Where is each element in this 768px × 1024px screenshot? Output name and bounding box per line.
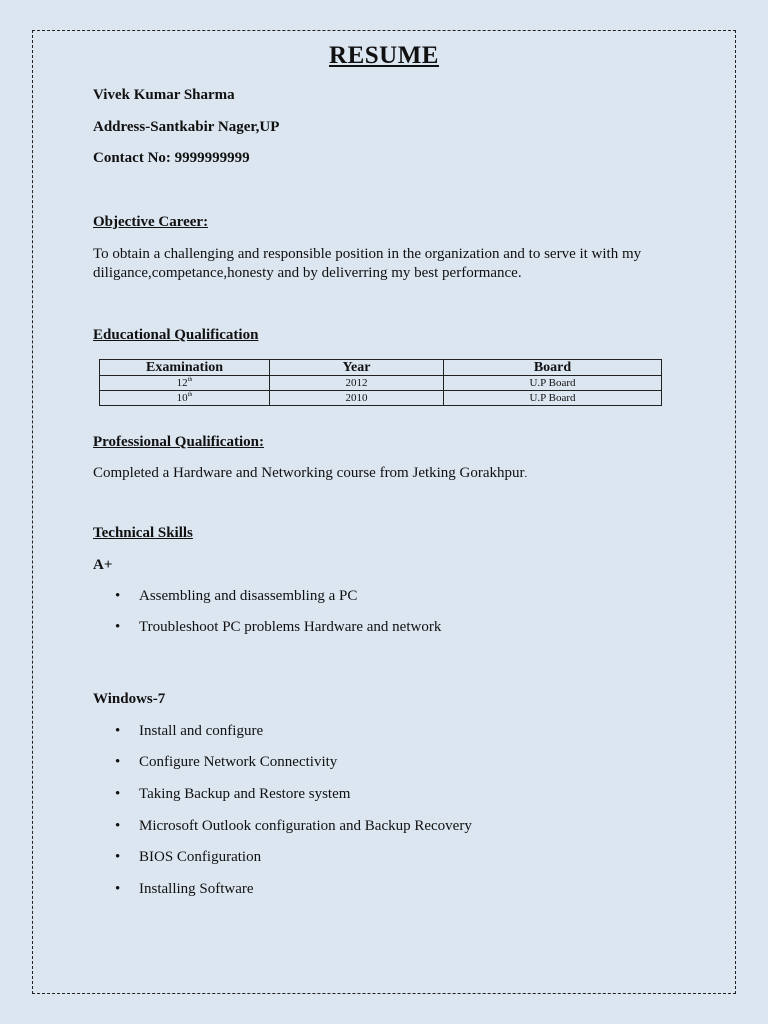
column-header-examination: Examination (100, 360, 270, 376)
education-table-header-row (100, 360, 662, 376)
education-table (99, 359, 662, 406)
column-header-board: Board (444, 360, 662, 376)
professional-heading: Professional Qualification: (93, 434, 264, 450)
list-item (115, 881, 254, 898)
board-cell: U.P Board (444, 391, 662, 406)
professional-text (93, 465, 527, 482)
bullet-icon: • (115, 619, 121, 635)
bullet-icon: • (115, 849, 121, 865)
list-item (115, 723, 263, 740)
professional-text-main: Completed a Hardware and Networking course from Jetking Gorakhpur (93, 465, 525, 481)
education-heading: Educational Qualification (93, 327, 259, 343)
exam-value: 12 (176, 377, 188, 389)
list-item (115, 588, 357, 605)
list-item-text: Troubleshoot PC problems Hardware and network (139, 619, 442, 635)
list-item-text: Install and configure (139, 723, 264, 739)
list-item-text: Taking Backup and Restore system (139, 786, 351, 802)
candidate-contact: Contact No: 9999999999 (93, 150, 250, 166)
list-item-text: Configure Network Connectivity (139, 754, 338, 770)
bullet-icon: • (115, 881, 121, 897)
objective-heading: Objective Career: (93, 214, 209, 230)
list-item (115, 849, 261, 866)
list-item-text: Installing Software (139, 881, 254, 897)
exam-value: 10 (176, 392, 188, 404)
bullet-icon: • (115, 588, 121, 604)
professional-text-period: . (524, 468, 528, 480)
skill-group-title-windows7: Windows-7 (93, 691, 166, 707)
table-row (100, 391, 662, 406)
board-cell: U.P Board (444, 376, 662, 391)
objective-text-line-2: diligance,competance,honesty and by deliverring my best performance. (93, 265, 522, 281)
objective-text (93, 245, 673, 283)
list-item-text: Assembling and disassembling a PC (139, 588, 358, 604)
list-item-text: Microsoft Outlook configuration and Backup Recovery (139, 818, 472, 834)
bullet-icon: • (115, 786, 121, 802)
candidate-name: Vivek Kumar Sharma (93, 87, 235, 103)
technical-skills-heading: Technical Skills (93, 525, 193, 541)
resume-title: RESUME (329, 42, 439, 69)
list-item (115, 619, 441, 636)
list-item (115, 818, 472, 835)
bullet-icon: • (115, 754, 121, 770)
list-item-text: BIOS Configuration (139, 849, 262, 865)
exam-cell (100, 391, 270, 406)
list-item (115, 754, 337, 771)
list-item (115, 786, 350, 803)
year-cell: 2012 (270, 376, 444, 391)
exam-suffix: th (187, 392, 193, 398)
candidate-address: Address-Santkabir Nager,UP (93, 119, 280, 135)
column-header-year: Year (270, 360, 444, 376)
bullet-icon: • (115, 818, 121, 834)
bullet-icon: • (115, 723, 121, 739)
year-cell: 2010 (270, 391, 444, 406)
exam-cell (100, 376, 270, 391)
objective-text-line-1: To obtain a challenging and responsible position in the organization and to serve it with my (93, 246, 642, 262)
table-row (100, 376, 662, 391)
skill-group-title-aplus: A+ (93, 557, 113, 573)
exam-suffix: th (187, 377, 193, 383)
